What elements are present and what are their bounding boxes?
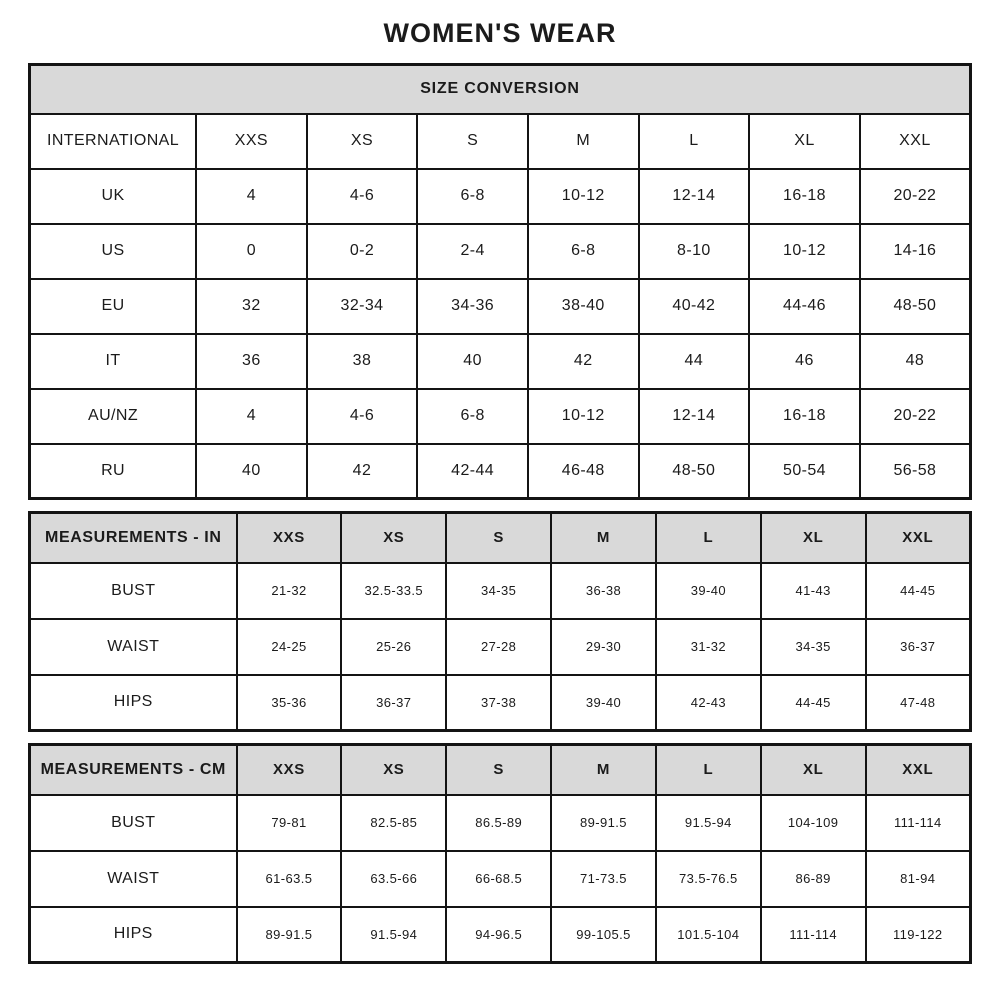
value-cell: 104-109 [761, 795, 866, 851]
value-cell: 89-91.5 [237, 907, 342, 963]
table-row [30, 675, 971, 731]
table-row [30, 279, 971, 334]
value-cell: 94-96.5 [446, 907, 551, 963]
size-header-cell: M [551, 745, 656, 795]
value-cell: XXS [196, 114, 307, 169]
value-cell: 42 [307, 444, 418, 499]
table-row [30, 334, 971, 389]
row-label: AU/NZ [30, 389, 197, 444]
value-cell: 12-14 [639, 169, 750, 224]
value-cell: M [528, 114, 639, 169]
value-cell: 16-18 [749, 389, 860, 444]
table-row [30, 114, 971, 169]
value-cell: S [417, 114, 528, 169]
measurements-cm-table [28, 743, 972, 964]
value-cell: 111-114 [866, 795, 971, 851]
value-cell: 2-4 [417, 224, 528, 279]
measurements-in-title: MEASUREMENTS - IN [30, 513, 237, 563]
size-header-cell: XXL [866, 745, 971, 795]
table-row [30, 169, 971, 224]
size-header-cell: L [656, 513, 761, 563]
value-cell: 86.5-89 [446, 795, 551, 851]
value-cell: 111-114 [761, 907, 866, 963]
measurements-in-header-row [30, 513, 971, 563]
value-cell: 6-8 [417, 389, 528, 444]
value-cell: 81-94 [866, 851, 971, 907]
value-cell: 44-45 [761, 675, 866, 731]
value-cell: 66-68.5 [446, 851, 551, 907]
measurements-cm-header-row [30, 745, 971, 795]
size-header-cell: M [551, 513, 656, 563]
value-cell: 20-22 [860, 169, 971, 224]
value-cell: 44 [639, 334, 750, 389]
table-row [30, 224, 971, 279]
row-label: IT [30, 334, 197, 389]
measurements-cm-title: MEASUREMENTS - CM [30, 745, 237, 795]
value-cell: 73.5-76.5 [656, 851, 761, 907]
value-cell: 32.5-33.5 [341, 563, 446, 619]
value-cell: 32 [196, 279, 307, 334]
value-cell: 91.5-94 [656, 795, 761, 851]
value-cell: 101.5-104 [656, 907, 761, 963]
table-row [30, 389, 971, 444]
value-cell: 40 [417, 334, 528, 389]
value-cell: 12-14 [639, 389, 750, 444]
value-cell: 36-37 [866, 619, 971, 675]
value-cell: 14-16 [860, 224, 971, 279]
value-cell: 16-18 [749, 169, 860, 224]
table-row [30, 907, 971, 963]
value-cell: 48 [860, 334, 971, 389]
size-header-cell: S [446, 745, 551, 795]
row-label: RU [30, 444, 197, 499]
value-cell: 38 [307, 334, 418, 389]
value-cell: 47-48 [866, 675, 971, 731]
value-cell: 6-8 [528, 224, 639, 279]
value-cell: 39-40 [656, 563, 761, 619]
value-cell: 41-43 [761, 563, 866, 619]
value-cell: 36 [196, 334, 307, 389]
value-cell: 36-38 [551, 563, 656, 619]
value-cell: 34-35 [761, 619, 866, 675]
value-cell: 91.5-94 [341, 907, 446, 963]
row-label: HIPS [30, 907, 237, 963]
value-cell: 10-12 [749, 224, 860, 279]
row-label: BUST [30, 795, 237, 851]
value-cell: 10-12 [528, 169, 639, 224]
value-cell: 42 [528, 334, 639, 389]
row-label: BUST [30, 563, 237, 619]
value-cell: 42-43 [656, 675, 761, 731]
table-row [30, 444, 971, 499]
value-cell: XS [307, 114, 418, 169]
value-cell: 38-40 [528, 279, 639, 334]
value-cell: 44-46 [749, 279, 860, 334]
value-cell: 0 [196, 224, 307, 279]
value-cell: 25-26 [341, 619, 446, 675]
size-conversion-header-row [30, 65, 971, 114]
value-cell: 34-36 [417, 279, 528, 334]
row-label: UK [30, 169, 197, 224]
row-label: US [30, 224, 197, 279]
table-row [30, 851, 971, 907]
table-row [30, 563, 971, 619]
value-cell: 119-122 [866, 907, 971, 963]
value-cell: 46 [749, 334, 860, 389]
value-cell: 27-28 [446, 619, 551, 675]
size-header-cell: L [656, 745, 761, 795]
value-cell: 63.5-66 [341, 851, 446, 907]
value-cell: 4 [196, 169, 307, 224]
value-cell: 82.5-85 [341, 795, 446, 851]
value-cell: 36-37 [341, 675, 446, 731]
value-cell: XL [749, 114, 860, 169]
row-label: HIPS [30, 675, 237, 731]
size-header-cell: XL [761, 513, 866, 563]
value-cell: 61-63.5 [237, 851, 342, 907]
value-cell: 71-73.5 [551, 851, 656, 907]
size-header-cell: XXL [866, 513, 971, 563]
value-cell: 48-50 [860, 279, 971, 334]
value-cell: 34-35 [446, 563, 551, 619]
measurements-in-table [28, 511, 972, 732]
size-conversion-table [28, 63, 972, 500]
row-label: WAIST [30, 851, 237, 907]
value-cell: L [639, 114, 750, 169]
size-conversion-title: SIZE CONVERSION [30, 65, 971, 114]
value-cell: 31-32 [656, 619, 761, 675]
table-row [30, 619, 971, 675]
value-cell: 37-38 [446, 675, 551, 731]
value-cell: 89-91.5 [551, 795, 656, 851]
value-cell: 32-34 [307, 279, 418, 334]
value-cell: 6-8 [417, 169, 528, 224]
value-cell: 10-12 [528, 389, 639, 444]
page-title: WOMEN'S WEAR [383, 18, 617, 48]
value-cell: 24-25 [237, 619, 342, 675]
value-cell: 40 [196, 444, 307, 499]
value-cell: 39-40 [551, 675, 656, 731]
value-cell: 4 [196, 389, 307, 444]
size-header-cell: XXS [237, 513, 342, 563]
value-cell: 50-54 [749, 444, 860, 499]
value-cell: 56-58 [860, 444, 971, 499]
value-cell: 8-10 [639, 224, 750, 279]
row-label: INTERNATIONAL [30, 114, 197, 169]
size-header-cell: S [446, 513, 551, 563]
value-cell: 20-22 [860, 389, 971, 444]
value-cell: 44-45 [866, 563, 971, 619]
value-cell: 35-36 [237, 675, 342, 731]
value-cell: 79-81 [237, 795, 342, 851]
value-cell: XXL [860, 114, 971, 169]
row-label: WAIST [30, 619, 237, 675]
table-row [30, 795, 971, 851]
value-cell: 0-2 [307, 224, 418, 279]
value-cell: 4-6 [307, 169, 418, 224]
value-cell: 29-30 [551, 619, 656, 675]
row-label: EU [30, 279, 197, 334]
size-header-cell: XXS [237, 745, 342, 795]
size-header-cell: XL [761, 745, 866, 795]
size-header-cell: XS [341, 745, 446, 795]
value-cell: 46-48 [528, 444, 639, 499]
value-cell: 42-44 [417, 444, 528, 499]
value-cell: 4-6 [307, 389, 418, 444]
value-cell: 86-89 [761, 851, 866, 907]
size-header-cell: XS [341, 513, 446, 563]
value-cell: 40-42 [639, 279, 750, 334]
value-cell: 21-32 [237, 563, 342, 619]
value-cell: 99-105.5 [551, 907, 656, 963]
value-cell: 48-50 [639, 444, 750, 499]
